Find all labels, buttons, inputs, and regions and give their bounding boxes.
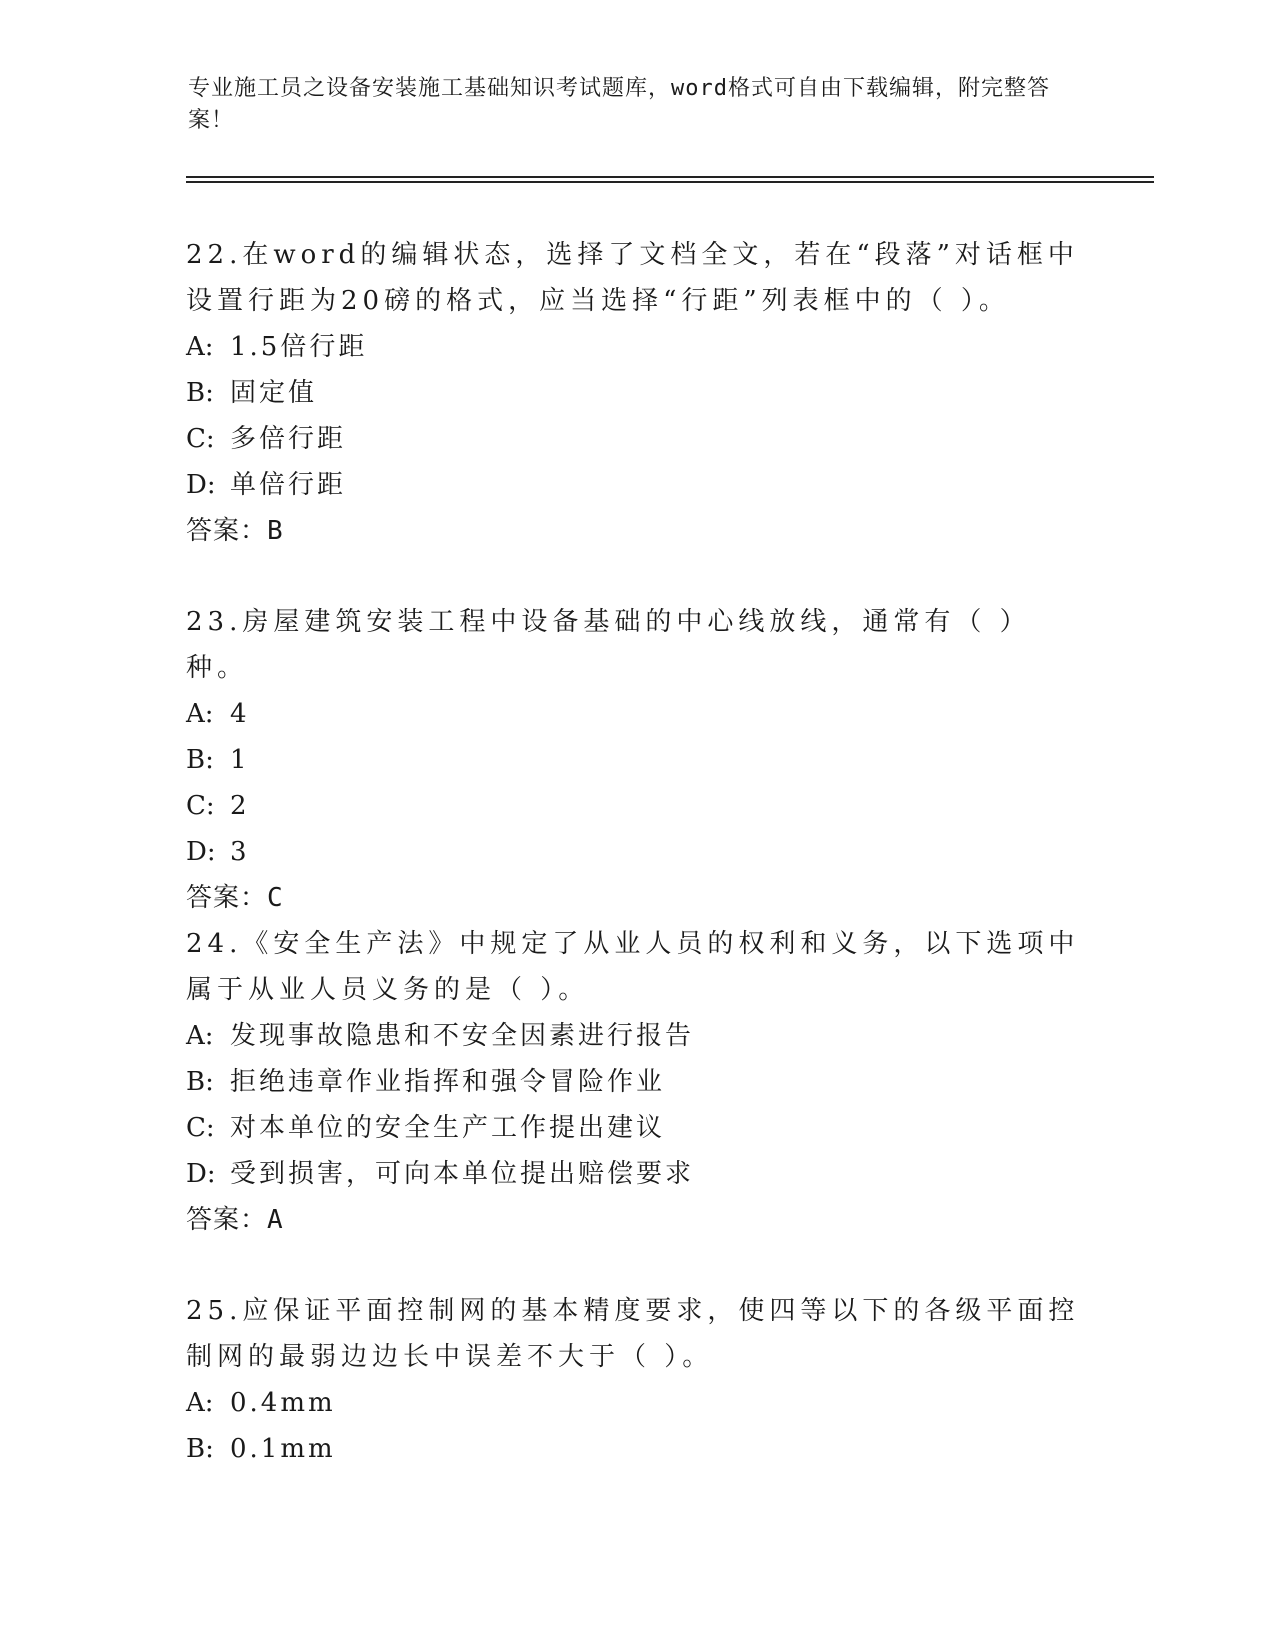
option-key: D: <box>186 1159 216 1189</box>
option-text: 单倍行距 <box>230 470 347 500</box>
option-a <box>186 1013 1086 1059</box>
option-c <box>186 416 1086 462</box>
answer-label: 答案：A <box>186 1205 284 1235</box>
option-key: B: <box>186 745 214 775</box>
option-text: 多倍行距 <box>230 424 347 454</box>
option-d <box>186 462 1086 508</box>
option-key: A: <box>186 699 214 729</box>
option-key: C: <box>186 1113 215 1143</box>
option-text: 对本单位的安全生产工作提出建议 <box>230 1113 666 1143</box>
option-a <box>186 1380 1086 1426</box>
header-divider-top <box>186 176 1154 178</box>
option-b <box>186 1426 1086 1472</box>
option-c <box>186 1105 1086 1151</box>
option-text: 固定值 <box>230 378 318 408</box>
question-text: 25.应保证平面控制网的基本精度要求，使四等以下的各级平面控制网的最弱边边长中误差不大于（ ）。 <box>186 1296 1080 1372</box>
option-text: 4 <box>230 699 250 729</box>
answer-label: 答案：C <box>186 883 284 913</box>
option-d <box>186 1151 1086 1197</box>
question-25 <box>186 1288 1086 1472</box>
option-key: B: <box>186 378 214 408</box>
option-text: 2 <box>230 791 250 821</box>
option-key: B: <box>186 1434 214 1464</box>
option-b <box>186 737 1086 783</box>
option-c <box>186 783 1086 829</box>
option-a <box>186 324 1086 370</box>
option-text: 0.1mm <box>230 1434 336 1464</box>
option-b <box>186 370 1086 416</box>
option-text: 3 <box>230 837 250 867</box>
option-text: 发现事故隐患和不安全因素进行报告 <box>230 1021 695 1051</box>
document-header: 专业施工员之设备安装施工基础知识考试题库，word格式可自由下载编辑，附完整答案！ <box>188 76 1050 133</box>
option-key: B: <box>186 1067 214 1097</box>
option-text: 受到损害，可向本单位提出赔偿要求 <box>230 1159 695 1189</box>
option-text: 0.4mm <box>230 1388 336 1418</box>
option-key: D: <box>186 470 216 500</box>
option-key: D: <box>186 837 216 867</box>
option-key: C: <box>186 424 215 454</box>
option-a <box>186 691 1086 737</box>
question-22 <box>186 232 1086 554</box>
question-23 <box>186 599 1086 921</box>
question-24 <box>186 921 1086 1243</box>
question-text: 24.《安全生产法》中规定了从业人员的权利和义务，以下选项中属于从业人员义务的是（ ）。 <box>186 929 1080 1005</box>
option-text: 拒绝违章作业指挥和强令冒险作业 <box>230 1067 666 1097</box>
option-text: 1 <box>230 745 250 775</box>
option-key: A: <box>186 1388 214 1418</box>
option-key: C: <box>186 791 215 821</box>
option-key: A: <box>186 332 214 362</box>
option-b <box>186 1059 1086 1105</box>
answer-label: 答案：B <box>186 516 284 546</box>
question-text: 23.房屋建筑安装工程中设备基础的中心线放线，通常有（ ）种。 <box>186 607 1031 683</box>
option-text: 1.5倍行距 <box>230 332 368 362</box>
option-d <box>186 829 1086 875</box>
header-divider-bottom <box>186 181 1154 183</box>
question-text: 22.在word的编辑状态，选择了文档全文，若在“段落”对话框中设置行距为20磅的格式，应当选择“行距”列表框中的（ ）。 <box>186 240 1079 316</box>
option-key: A: <box>186 1021 214 1051</box>
